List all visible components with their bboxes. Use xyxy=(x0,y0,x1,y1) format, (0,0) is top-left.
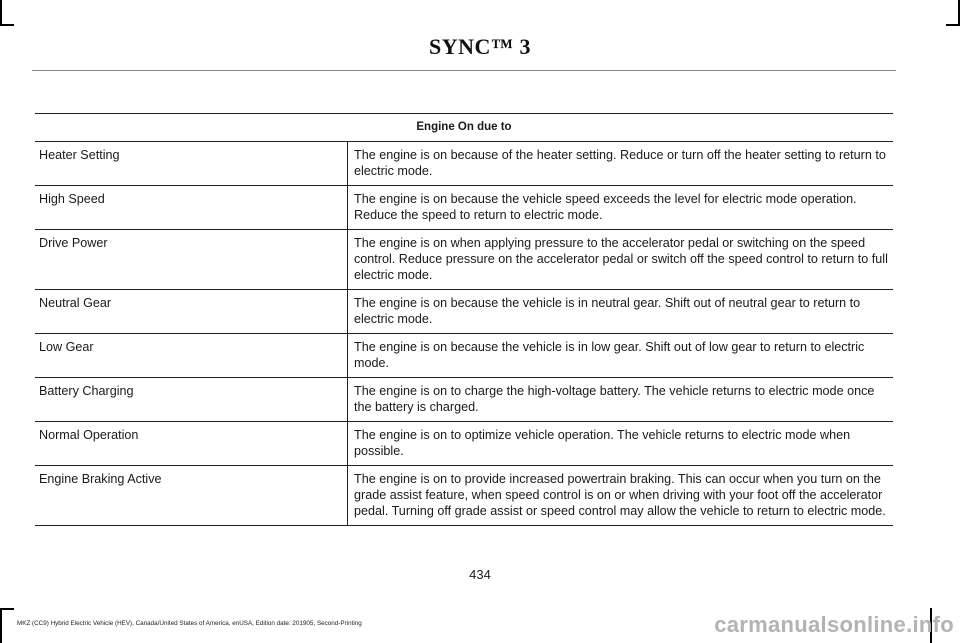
crop-mark-top-right-h xyxy=(946,24,960,26)
row-description: The engine is on because of the heater setting. Reduce or turn off the heater setting to return to electric mode. xyxy=(348,142,894,186)
row-description: The engine is on when applying pressure to the accelerator pedal or switching on the speed control. Reduce pressure on the accelerator pedal or switch off the speed control to return to full electric mode. xyxy=(348,230,894,290)
watermark: carmanualsonline.info xyxy=(714,612,954,637)
table-row xyxy=(35,230,893,290)
row-label: Heater Setting xyxy=(35,142,348,186)
table-row xyxy=(35,378,893,422)
row-description: The engine is on to charge the high-voltage battery. The vehicle returns to electric mode once the battery is charged. xyxy=(348,378,894,422)
row-label: Engine Braking Active xyxy=(35,466,348,526)
table-row xyxy=(35,334,893,378)
table-row xyxy=(35,422,893,466)
row-label: Normal Operation xyxy=(35,422,348,466)
footer-edition-info: MKZ (CC9) Hybrid Electric Vehicle (HEV), Canada/United States of America, enUSA, Edition date: 201905, Second-Printing xyxy=(17,620,362,627)
crop-mark-top-left-v xyxy=(0,0,2,26)
row-label: Low Gear xyxy=(35,334,348,378)
table-row xyxy=(35,186,893,230)
table-row xyxy=(35,466,893,526)
row-label: Neutral Gear xyxy=(35,290,348,334)
table-row xyxy=(35,142,893,186)
page-title: SYNC™ 3 xyxy=(429,34,531,59)
row-description: The engine is on to provide increased powertrain braking. This can occur when you turn on the grade assist feature, when speed control is on or when driving with your foot off the accelerator pedal. Turning off grade assist or speed control may allow the vehicle to return to electric mode. xyxy=(348,466,894,526)
row-description: The engine is on because the vehicle is in neutral gear. Shift out of neutral gear to return to electric mode. xyxy=(348,290,894,334)
table-heading: Engine On due to xyxy=(35,114,893,142)
header-divider xyxy=(32,70,896,71)
row-description: The engine is on to optimize vehicle operation. The vehicle returns to electric mode when possible. xyxy=(348,422,894,466)
row-label: Drive Power xyxy=(35,230,348,290)
engine-on-table xyxy=(35,113,893,526)
table-header-row xyxy=(35,114,893,142)
row-description: The engine is on because the vehicle speed exceeds the level for electric mode operation. Reduce the speed to return to electric mode. xyxy=(348,186,894,230)
row-description: The engine is on because the vehicle is in low gear. Shift out of low gear to return to electric mode. xyxy=(348,334,894,378)
crop-mark-top-left-h xyxy=(0,24,14,26)
crop-mark-bottom-left-v xyxy=(0,608,2,643)
page-number: 434 xyxy=(469,567,491,582)
row-label: Battery Charging xyxy=(35,378,348,422)
table-row xyxy=(35,290,893,334)
row-label: High Speed xyxy=(35,186,348,230)
crop-mark-bottom-left-h xyxy=(0,608,14,610)
